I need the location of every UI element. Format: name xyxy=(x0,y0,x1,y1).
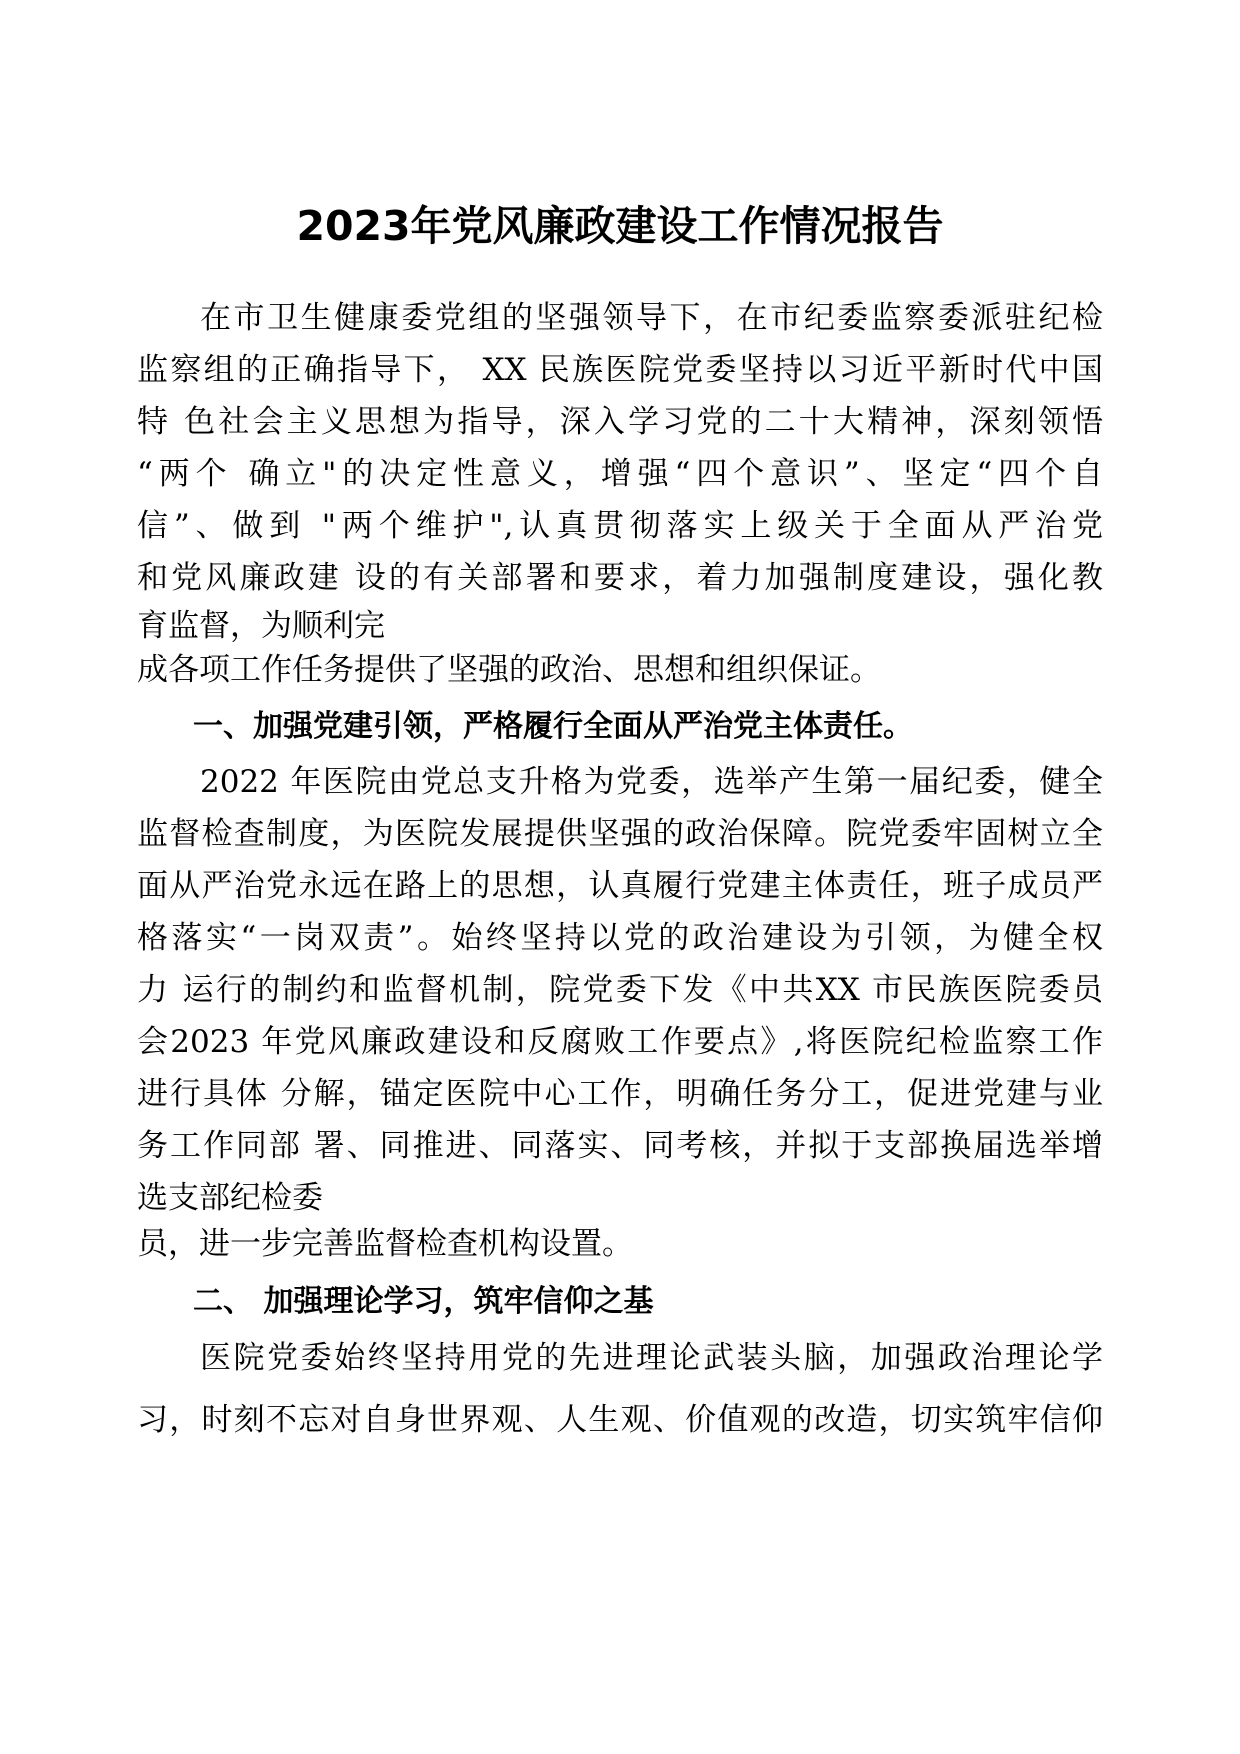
paragraph-line: 习，时刻不忘对自身世界观、人生观、价值观的改造，切实筑牢信仰 xyxy=(137,1402,1103,1438)
paragraph-line: 2022 年医院由党总支升格为党委，选举产生第一届纪委，健全 xyxy=(200,764,1103,800)
paragraph-line: 信”、做到 "两个维护",认真贯彻落实上级关于全面从严治党 xyxy=(137,508,1103,544)
paragraph-line: 力 运行的制约和监督机制，院党委下发《中共XX 市民族医院委员 xyxy=(137,972,1103,1008)
paragraph-line: 在市卫生健康委党组的坚强领导下，在市纪委监察委派驻纪检 xyxy=(200,300,1103,336)
paragraph-line: 会2023 年党风廉政建设和反腐败工作要点》,将医院纪检监察工作 xyxy=(137,1024,1103,1060)
section-heading: 二、 加强理论学习，筑牢信仰之基 xyxy=(193,1284,654,1319)
paragraph-line: 监督检查制度，为医院发展提供坚强的政治保障。院党委牢固树立全 xyxy=(137,816,1103,852)
paragraph-line: 特 色社会主义思想为指导，深入学习党的二十大精神，深刻领悟 xyxy=(137,404,1103,440)
paragraph-line: 育监督，为顺利完 xyxy=(137,608,385,644)
paragraph-line: 面从严治党永远在路上的思想，认真履行党建主体责任，班子成员严 xyxy=(137,868,1103,904)
paragraph-line: 和党风廉政建 设的有关部署和要求，着力加强制度建设，强化教 xyxy=(137,560,1103,596)
paragraph-line: 选支部纪检委 xyxy=(137,1180,323,1216)
document-title: 2023年党风廉政建设工作情况报告 xyxy=(296,202,944,250)
paragraph-line: 进行具体 分解，锚定医院中心工作，明确任务分工，促进党建与业 xyxy=(137,1076,1103,1112)
paragraph-line: “两个 确立"的决定性意义，增强“四个意识”、坚定“四个自 xyxy=(137,456,1103,492)
paragraph-line: 监察组的正确指导下， XX 民族医院党委坚持以习近平新时代中国 xyxy=(137,352,1103,388)
paragraph-line: 医院党委始终坚持用党的先进理论武装头脑，加强政治理论学 xyxy=(200,1340,1103,1376)
paragraph-line: 格落实“一岗双责”。始终坚持以党的政治建设为引领，为健全权 xyxy=(137,920,1103,956)
paragraph-line: 员，进一步完善监督检查机构设置。 xyxy=(137,1226,633,1262)
section-heading: 一、加强党建引领，严格履行全面从严治党主体责任。 xyxy=(193,709,913,744)
paragraph-line: 务工作同部 署、同推进、同落实、同考核，并拟于支部换届选举增 xyxy=(137,1128,1103,1164)
paragraph-line: 成各项工作任务提供了坚强的政治、思想和组织保证。 xyxy=(137,652,881,688)
